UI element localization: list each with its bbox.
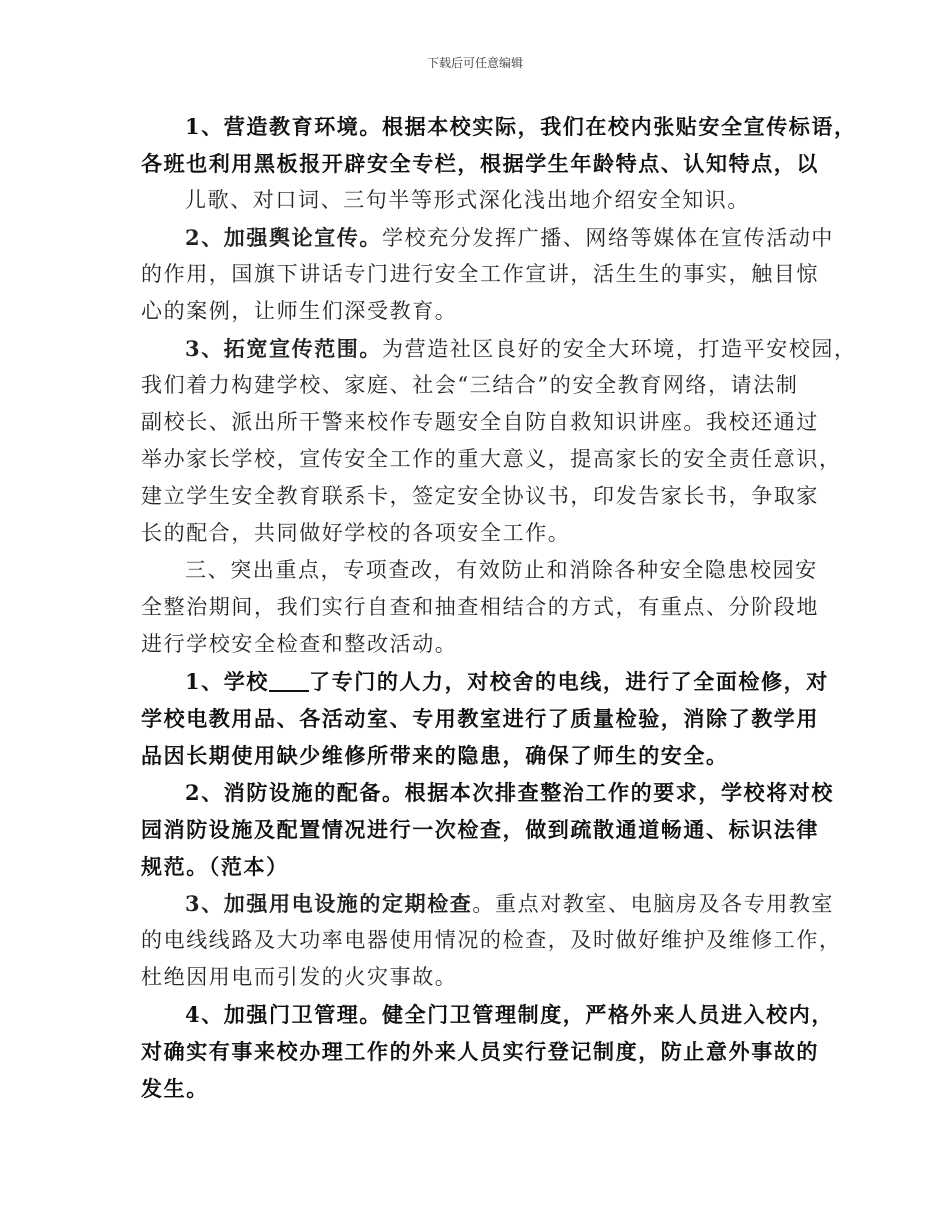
paragraph-lead: 3、拓宽宣传范围。 [185,336,383,361]
fill-in-blank [269,668,309,692]
paragraph-line: 规范。（范本） [141,854,289,879]
paragraph-line [141,330,857,367]
paragraph-text: 。重点对教室、电脑房及各专用教室 [472,892,835,916]
paragraph-line: 长的配合，共同做好学校的各项安全工作。 [141,521,571,545]
paragraph-line: 全整治期间，我们实行自查和抽查相结合的方式，有重点、分阶段地 [141,595,819,619]
paragraph-line: 举办家长学校，宣传安全工作的重大意义，提高家长的安全责任意识， [141,447,842,471]
paragraph-line: 心的案例，让师生们深受教育。 [141,299,458,323]
paragraph-line: 各班也利用黑板报开辟安全专栏，根据学生年龄特点、认知特点，以 [141,151,819,176]
paragraph-line [141,885,835,922]
paragraph-line: 发生。 [141,1076,209,1101]
paragraph-line: 园消防设施及配置情况进行一次检查，做到疏散通道畅通、标识法律 [141,817,819,842]
document-body [141,108,857,1107]
paragraph-text: 了专门的人力，对校舍的电线，进行了全面检修，对 [309,669,829,694]
paragraph-line: 品因长期使用缺少维修所带来的隐患，确保了师生的安全。 [141,743,729,768]
paragraph-line: 建立学生安全教育联系卡，签定安全协议书，印发告家长书，争取家 [141,484,819,508]
paragraph-line: 对确实有事来校办理工作的外来人员实行登记制度，防止意外事故的 [141,1039,819,1064]
paragraph-line: 三、突出重点，专项查改，有效防止和消除各种安全隐患校园安 [185,558,818,582]
paragraph-line: 的作用，国旗下讲话专门进行安全工作宣讲，活生生的事实，触目惊 [141,262,819,286]
paragraph-text: 为营造社区良好的安全大环境，打造平安校园， [382,337,857,361]
paragraph-line: 4、加强门卫管理。健全门卫管理制度，严格外来人员进入校内， [185,1002,835,1027]
paragraph-line: 进行学校安全检查和整改活动。 [141,632,458,656]
paragraph-line: 2、消防设施的配备。根据本次排查整治工作的要求，学校将对校 [185,780,835,805]
paragraph-line [141,219,835,256]
paragraph-line: 我们着力构建学校、家庭、社会“三结合”的安全教育网络，请法制 [141,373,799,397]
page-header: 下载后可任意编辑 [426,56,523,70]
paragraph-line: 副校长、派出所干警来校作专题安全自防自救知识讲座。我校还通过 [141,410,819,434]
paragraph-line: 1、营造教育环境。根据本校实际，我们在校内张贴安全宣传标语， [185,114,857,139]
paragraph-text: 1、学校 [185,669,270,694]
paragraph-line: 杜绝因用电而引发的火灾事故。 [141,965,458,989]
paragraph-line: 学校电教用品、各活动室、专用教室进行了质量检验，消除了教学用 [141,706,819,731]
paragraph-lead: 2、加强舆论宣传。 [185,225,383,250]
paragraph-lead: 3、加强用电设施的定期检查 [185,891,473,916]
paragraph-line: 儿歌、对口词、三句半等形式深化浅出地介绍安全知识。 [185,188,750,212]
paragraph-line: 的电线线路及大功率电器使用情况的检查，及时做好维护及维修工作， [141,928,842,952]
paragraph-line [141,663,829,700]
paragraph-text: 学校充分发挥广播、网络等媒体在宣传活动中 [382,226,835,250]
